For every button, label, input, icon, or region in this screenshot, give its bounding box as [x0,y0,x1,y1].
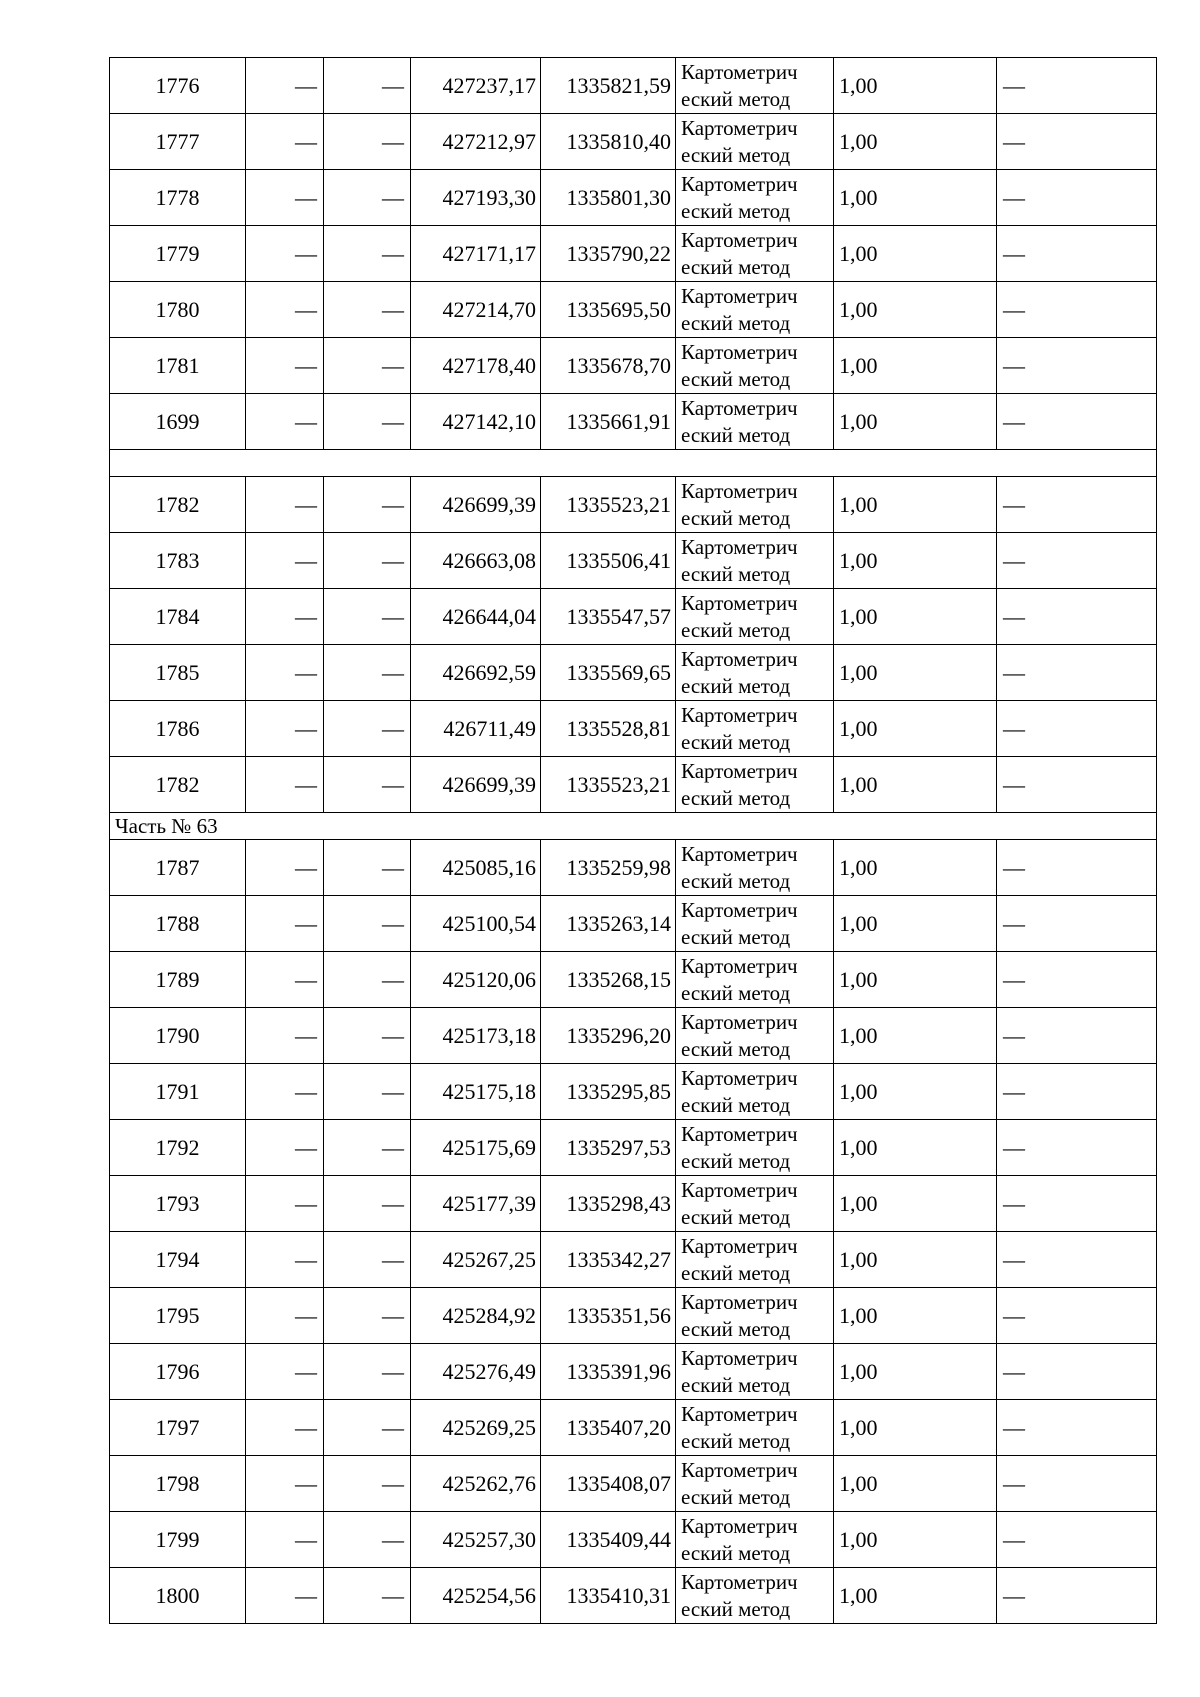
method-cell: Картометрич еский метод [676,589,834,645]
table-row [110,840,1157,896]
x-coordinate-cell: 426663,08 [411,533,541,589]
point-number-cell: 1797 [110,1400,246,1456]
table-row [110,1400,1157,1456]
method-cell: Картометрич еский метод [676,114,834,170]
spacer-cell [110,450,1157,477]
accuracy-cell: 1,00 [834,1064,997,1120]
y-coordinate-cell: 1335523,21 [541,757,676,813]
col8-cell: — [997,394,1157,450]
method-cell: Картометрич еский метод [676,477,834,533]
method-cell: Картометрич еский метод [676,1120,834,1176]
col3-cell: — [324,757,411,813]
col3-cell: — [324,589,411,645]
col3-cell: — [324,1568,411,1624]
accuracy-cell: 1,00 [834,114,997,170]
col3-cell: — [324,840,411,896]
col8-cell: — [997,896,1157,952]
point-number-cell: 1800 [110,1568,246,1624]
col3-cell: — [324,477,411,533]
col2-cell: — [246,952,324,1008]
table-row [110,170,1157,226]
col3-cell: — [324,226,411,282]
accuracy-cell: 1,00 [834,952,997,1008]
method-cell: Картометрич еский метод [676,645,834,701]
x-coordinate-cell: 425262,76 [411,1456,541,1512]
col8-cell: — [997,1176,1157,1232]
method-cell: Картометрич еский метод [676,338,834,394]
method-cell: Картометрич еский метод [676,1456,834,1512]
y-coordinate-cell: 1335259,98 [541,840,676,896]
table-row [110,226,1157,282]
method-cell: Картометрич еский метод [676,282,834,338]
method-cell: Картометрич еский метод [676,1400,834,1456]
col8-cell: — [997,282,1157,338]
y-coordinate-cell: 1335351,56 [541,1288,676,1344]
table-row [110,1232,1157,1288]
accuracy-cell: 1,00 [834,896,997,952]
y-coordinate-cell: 1335410,31 [541,1568,676,1624]
x-coordinate-cell: 425100,54 [411,896,541,952]
table-row [110,701,1157,757]
col3-cell: — [324,1344,411,1400]
method-cell: Картометрич еский метод [676,170,834,226]
accuracy-cell: 1,00 [834,1344,997,1400]
accuracy-cell: 1,00 [834,1400,997,1456]
x-coordinate-cell: 427212,97 [411,114,541,170]
point-number-cell: 1793 [110,1176,246,1232]
col8-cell: — [997,1456,1157,1512]
x-coordinate-cell: 427142,10 [411,394,541,450]
x-coordinate-cell: 427178,40 [411,338,541,394]
accuracy-cell: 1,00 [834,338,997,394]
x-coordinate-cell: 425085,16 [411,840,541,896]
accuracy-cell: 1,00 [834,1456,997,1512]
table-row [110,1456,1157,1512]
col2-cell: — [246,1568,324,1624]
x-coordinate-cell: 425175,69 [411,1120,541,1176]
point-number-cell: 1781 [110,338,246,394]
col3-cell: — [324,58,411,114]
y-coordinate-cell: 1335506,41 [541,533,676,589]
accuracy-cell: 1,00 [834,477,997,533]
col2-cell: — [246,896,324,952]
col8-cell: — [997,1512,1157,1568]
x-coordinate-cell: 426692,59 [411,645,541,701]
col8-cell: — [997,114,1157,170]
accuracy-cell: 1,00 [834,58,997,114]
col2-cell: — [246,840,324,896]
point-number-cell: 1791 [110,1064,246,1120]
y-coordinate-cell: 1335298,43 [541,1176,676,1232]
col2-cell: — [246,645,324,701]
col3-cell: — [324,952,411,1008]
x-coordinate-cell: 425177,39 [411,1176,541,1232]
point-number-cell: 1778 [110,170,246,226]
col2-cell: — [246,1232,324,1288]
col2-cell: — [246,1288,324,1344]
method-cell: Картометрич еский метод [676,1344,834,1400]
table-row [110,1568,1157,1624]
y-coordinate-cell: 1335790,22 [541,226,676,282]
x-coordinate-cell: 425175,18 [411,1064,541,1120]
point-number-cell: 1786 [110,701,246,757]
accuracy-cell: 1,00 [834,394,997,450]
y-coordinate-cell: 1335661,91 [541,394,676,450]
col8-cell: — [997,952,1157,1008]
table-row [110,645,1157,701]
accuracy-cell: 1,00 [834,226,997,282]
col2-cell: — [246,1512,324,1568]
x-coordinate-cell: 426699,39 [411,477,541,533]
point-number-cell: 1788 [110,896,246,952]
col2-cell: — [246,114,324,170]
table-row [110,1176,1157,1232]
accuracy-cell: 1,00 [834,840,997,896]
point-number-cell: 1782 [110,477,246,533]
y-coordinate-cell: 1335678,70 [541,338,676,394]
col2-cell: — [246,170,324,226]
col3-cell: — [324,338,411,394]
y-coordinate-cell: 1335391,96 [541,1344,676,1400]
point-number-cell: 1789 [110,952,246,1008]
y-coordinate-cell: 1335409,44 [541,1512,676,1568]
accuracy-cell: 1,00 [834,1008,997,1064]
section-label: Часть № 63 [110,813,1157,840]
y-coordinate-cell: 1335523,21 [541,477,676,533]
col2-cell: — [246,589,324,645]
x-coordinate-cell: 425267,25 [411,1232,541,1288]
col2-cell: — [246,338,324,394]
table-row [110,1512,1157,1568]
col8-cell: — [997,1568,1157,1624]
col2-cell: — [246,1344,324,1400]
col8-cell: — [997,1064,1157,1120]
accuracy-cell: 1,00 [834,1512,997,1568]
col8-cell: — [997,226,1157,282]
col8-cell: — [997,1120,1157,1176]
x-coordinate-cell: 425173,18 [411,1008,541,1064]
col3-cell: — [324,1288,411,1344]
point-number-cell: 1796 [110,1344,246,1400]
table-row [110,394,1157,450]
method-cell: Картометрич еский метод [676,952,834,1008]
x-coordinate-cell: 425120,06 [411,952,541,1008]
table-row [110,1344,1157,1400]
col8-cell: — [997,477,1157,533]
point-number-cell: 1784 [110,589,246,645]
col3-cell: — [324,645,411,701]
table-row [110,1120,1157,1176]
y-coordinate-cell: 1335407,20 [541,1400,676,1456]
method-cell: Картометрич еский метод [676,1232,834,1288]
method-cell: Картометрич еский метод [676,1176,834,1232]
col3-cell: — [324,1456,411,1512]
table-row [110,1008,1157,1064]
table-row [110,757,1157,813]
point-number-cell: 1779 [110,226,246,282]
col2-cell: — [246,1176,324,1232]
col8-cell: — [997,338,1157,394]
col8-cell: — [997,1400,1157,1456]
x-coordinate-cell: 425257,30 [411,1512,541,1568]
point-number-cell: 1782 [110,757,246,813]
col2-cell: — [246,1400,324,1456]
col2-cell: — [246,58,324,114]
accuracy-cell: 1,00 [834,282,997,338]
col3-cell: — [324,1064,411,1120]
accuracy-cell: 1,00 [834,1288,997,1344]
table-row [110,896,1157,952]
col2-cell: — [246,533,324,589]
y-coordinate-cell: 1335408,07 [541,1456,676,1512]
point-number-cell: 1792 [110,1120,246,1176]
col2-cell: — [246,701,324,757]
table-row [110,114,1157,170]
col2-cell: — [246,282,324,338]
col2-cell: — [246,1120,324,1176]
point-number-cell: 1785 [110,645,246,701]
table-row [110,282,1157,338]
col3-cell: — [324,1512,411,1568]
col3-cell: — [324,1008,411,1064]
method-cell: Картометрич еский метод [676,1512,834,1568]
y-coordinate-cell: 1335801,30 [541,170,676,226]
table-row [110,338,1157,394]
col3-cell: — [324,394,411,450]
col2-cell: — [246,226,324,282]
x-coordinate-cell: 427214,70 [411,282,541,338]
point-number-cell: 1795 [110,1288,246,1344]
method-cell: Картометрич еский метод [676,1568,834,1624]
col8-cell: — [997,757,1157,813]
y-coordinate-cell: 1335810,40 [541,114,676,170]
col8-cell: — [997,1232,1157,1288]
col8-cell: — [997,1008,1157,1064]
y-coordinate-cell: 1335296,20 [541,1008,676,1064]
col2-cell: — [246,1064,324,1120]
x-coordinate-cell: 427171,17 [411,226,541,282]
x-coordinate-cell: 426711,49 [411,701,541,757]
table-row [110,477,1157,533]
point-number-cell: 1777 [110,114,246,170]
col8-cell: — [997,533,1157,589]
point-number-cell: 1776 [110,58,246,114]
x-coordinate-cell: 427237,17 [411,58,541,114]
table-row [110,952,1157,1008]
col2-cell: — [246,757,324,813]
point-number-cell: 1787 [110,840,246,896]
table-row [110,533,1157,589]
col8-cell: — [997,589,1157,645]
accuracy-cell: 1,00 [834,757,997,813]
method-cell: Картометрич еский метод [676,701,834,757]
col3-cell: — [324,1232,411,1288]
table-row [110,1288,1157,1344]
accuracy-cell: 1,00 [834,645,997,701]
col3-cell: — [324,896,411,952]
method-cell: Картометрич еский метод [676,533,834,589]
y-coordinate-cell: 1335821,59 [541,58,676,114]
col3-cell: — [324,1400,411,1456]
method-cell: Картометрич еский метод [676,1008,834,1064]
accuracy-cell: 1,00 [834,1232,997,1288]
y-coordinate-cell: 1335263,14 [541,896,676,952]
method-cell: Картометрич еский метод [676,1288,834,1344]
col3-cell: — [324,1120,411,1176]
point-number-cell: 1780 [110,282,246,338]
col2-cell: — [246,1008,324,1064]
table-row [110,589,1157,645]
section-row [110,813,1157,840]
col3-cell: — [324,114,411,170]
x-coordinate-cell: 425254,56 [411,1568,541,1624]
point-number-cell: 1794 [110,1232,246,1288]
table-row [110,1064,1157,1120]
accuracy-cell: 1,00 [834,589,997,645]
method-cell: Картометрич еский метод [676,896,834,952]
col3-cell: — [324,701,411,757]
y-coordinate-cell: 1335528,81 [541,701,676,757]
method-cell: Картометрич еский метод [676,1064,834,1120]
point-number-cell: 1790 [110,1008,246,1064]
y-coordinate-cell: 1335695,50 [541,282,676,338]
col3-cell: — [324,170,411,226]
table-body [110,58,1157,1624]
col8-cell: — [997,58,1157,114]
point-number-cell: 1799 [110,1512,246,1568]
accuracy-cell: 1,00 [834,1568,997,1624]
col3-cell: — [324,1176,411,1232]
col2-cell: — [246,394,324,450]
table-row [110,58,1157,114]
x-coordinate-cell: 425284,92 [411,1288,541,1344]
accuracy-cell: 1,00 [834,1176,997,1232]
method-cell: Картометрич еский метод [676,58,834,114]
col8-cell: — [997,701,1157,757]
accuracy-cell: 1,00 [834,533,997,589]
accuracy-cell: 1,00 [834,701,997,757]
accuracy-cell: 1,00 [834,1120,997,1176]
y-coordinate-cell: 1335295,85 [541,1064,676,1120]
y-coordinate-cell: 1335342,27 [541,1232,676,1288]
method-cell: Картометрич еский метод [676,394,834,450]
col3-cell: — [324,282,411,338]
col2-cell: — [246,1456,324,1512]
x-coordinate-cell: 427193,30 [411,170,541,226]
method-cell: Картометрич еский метод [676,226,834,282]
x-coordinate-cell: 426644,04 [411,589,541,645]
point-number-cell: 1798 [110,1456,246,1512]
col8-cell: — [997,840,1157,896]
col8-cell: — [997,645,1157,701]
col8-cell: — [997,1288,1157,1344]
method-cell: Картометрич еский метод [676,840,834,896]
spacer-row [110,450,1157,477]
y-coordinate-cell: 1335547,57 [541,589,676,645]
point-number-cell: 1783 [110,533,246,589]
x-coordinate-cell: 425276,49 [411,1344,541,1400]
coordinates-table [109,57,1157,1624]
x-coordinate-cell: 426699,39 [411,757,541,813]
col8-cell: — [997,1344,1157,1400]
point-number-cell: 1699 [110,394,246,450]
accuracy-cell: 1,00 [834,170,997,226]
col2-cell: — [246,477,324,533]
method-cell: Картометрич еский метод [676,757,834,813]
y-coordinate-cell: 1335268,15 [541,952,676,1008]
x-coordinate-cell: 425269,25 [411,1400,541,1456]
col3-cell: — [324,533,411,589]
col8-cell: — [997,170,1157,226]
y-coordinate-cell: 1335569,65 [541,645,676,701]
y-coordinate-cell: 1335297,53 [541,1120,676,1176]
